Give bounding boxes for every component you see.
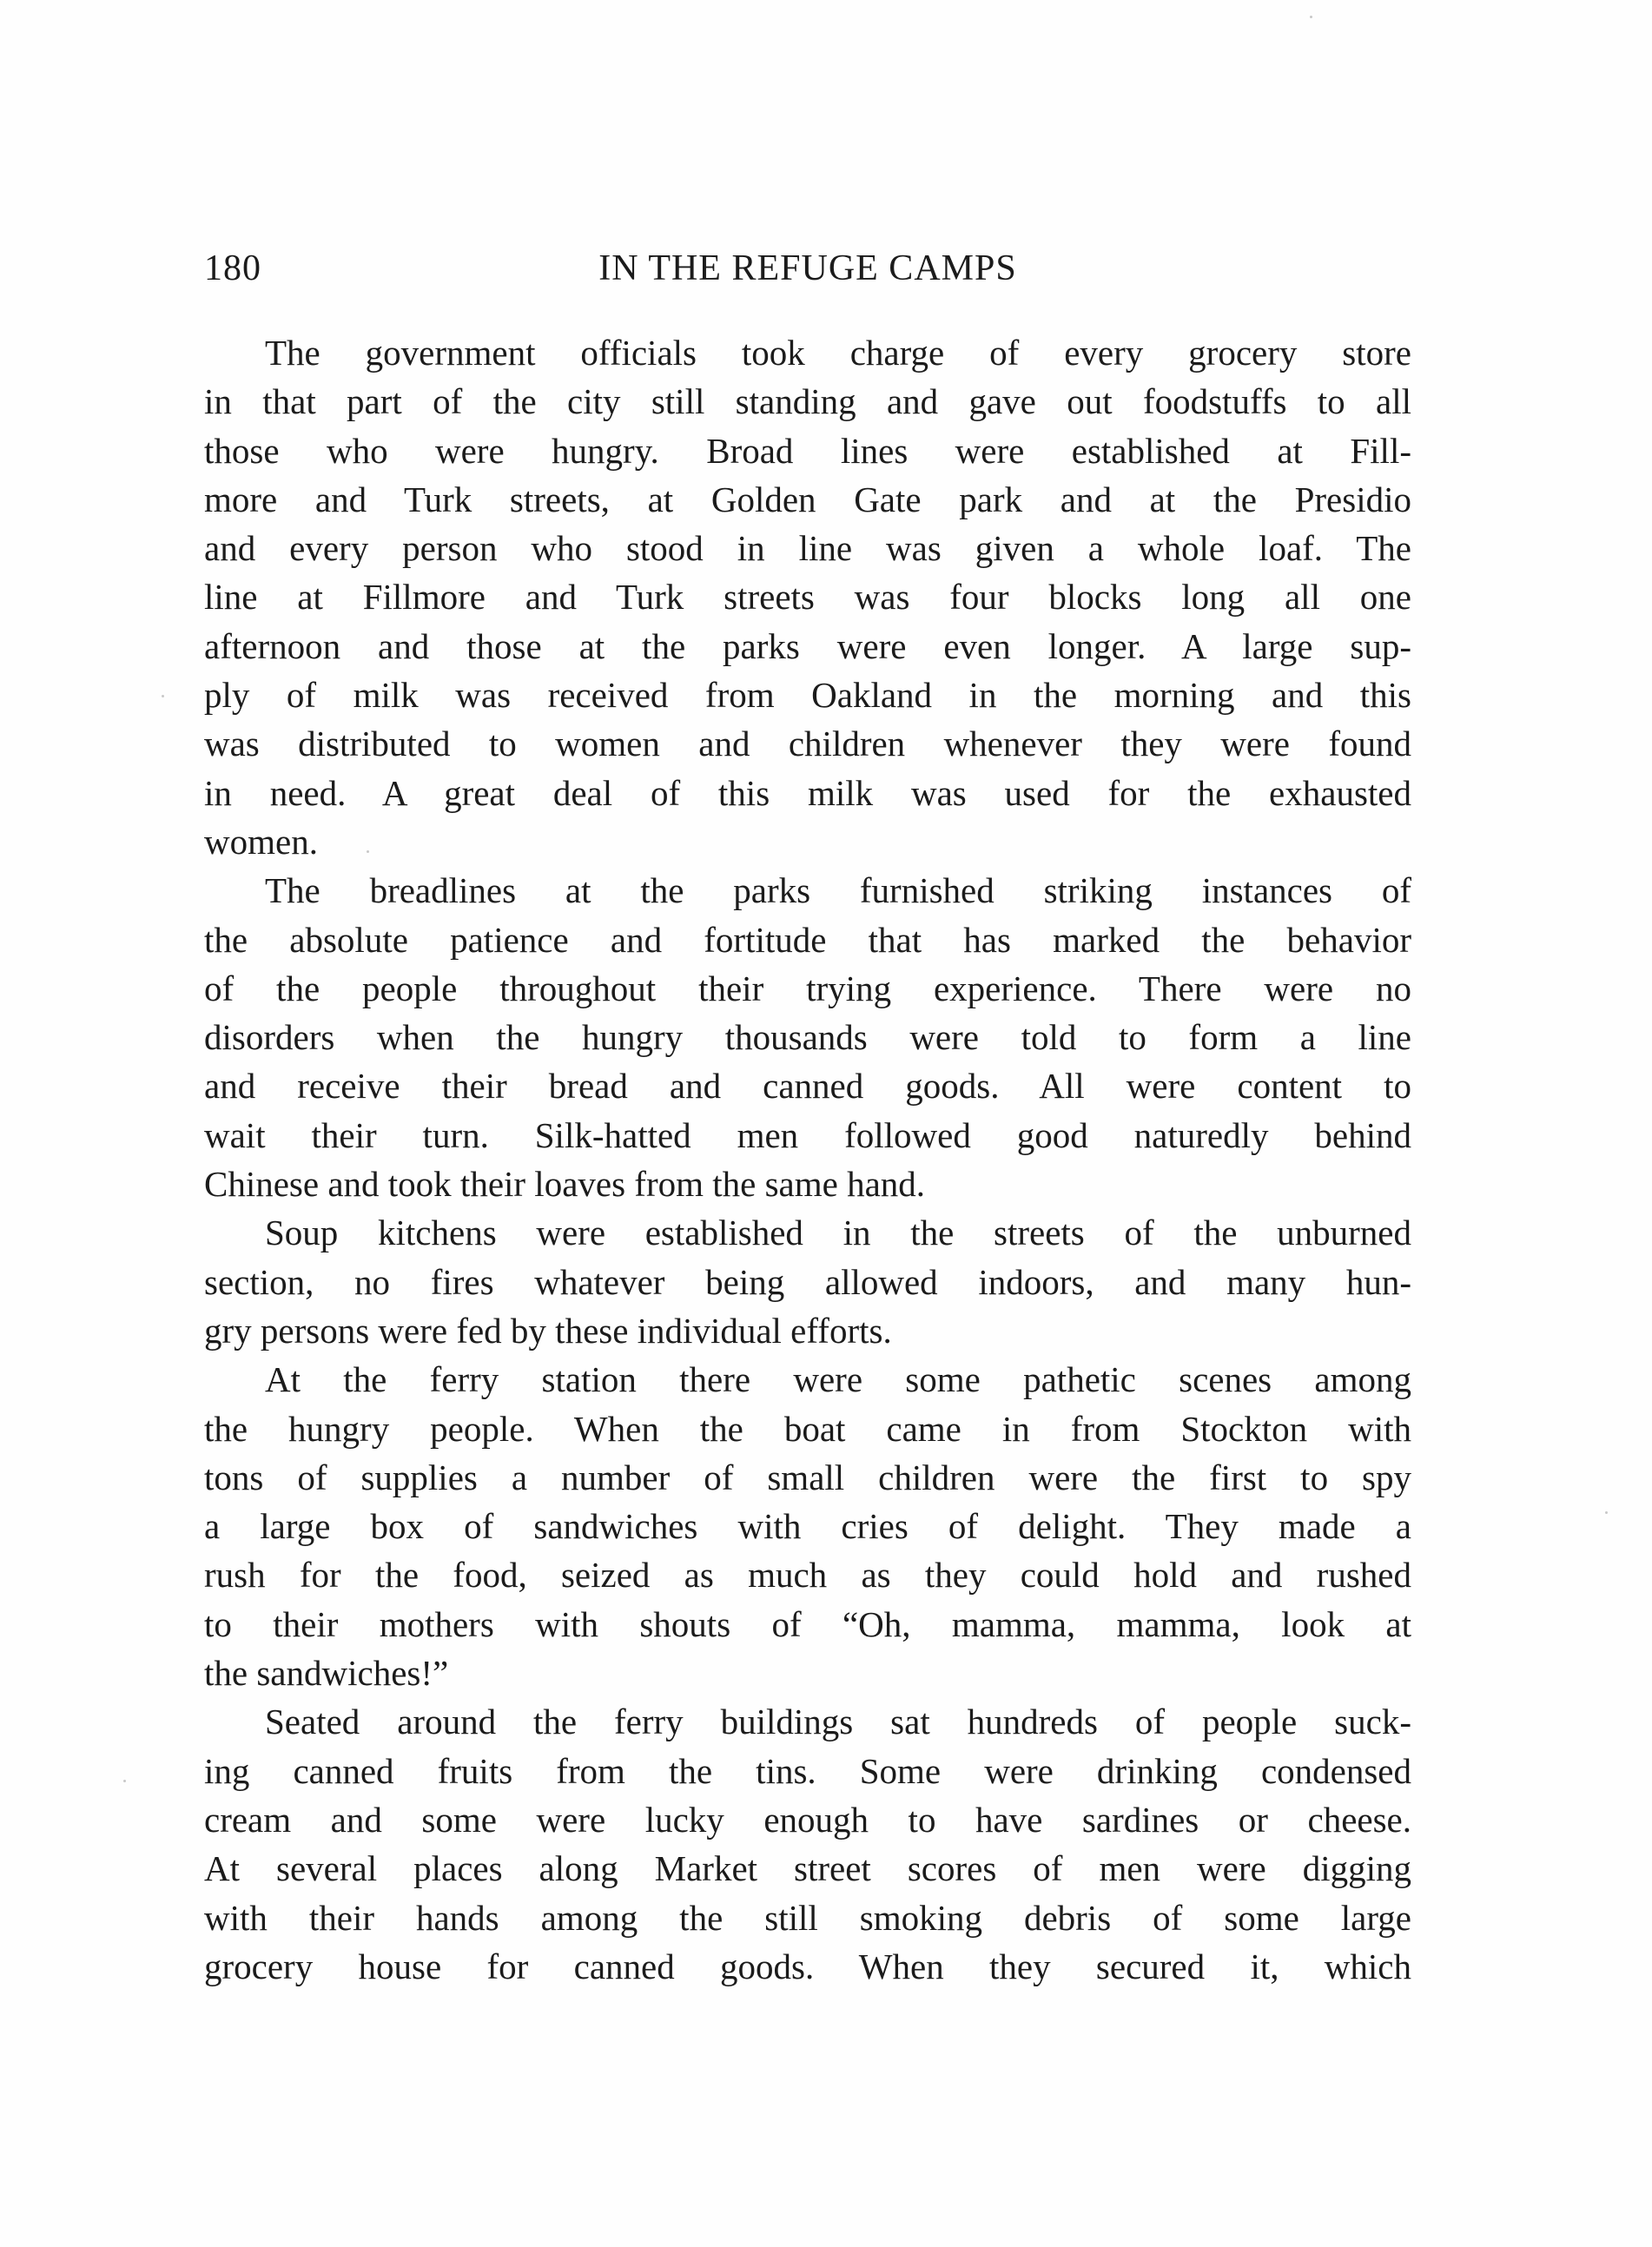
text-line: The government officials took charge of every grocery store (265, 333, 1411, 373)
text-line: the sandwiches!” (204, 1653, 449, 1694)
running-head: IN THE REFUGE CAMPS (598, 248, 1017, 288)
text-line: of the people throughout their trying experience. There were no (204, 968, 1411, 1008)
text-line: At the ferry station there were some pathetic scenes among (265, 1359, 1411, 1400)
text-line: the absolute patience and fortitude that has marked the behavior (204, 919, 1411, 960)
scan-speck (1605, 1511, 1608, 1514)
text-line: women. (204, 821, 318, 862)
text-line: those who were hungry. Broad lines were established at Fill- (204, 430, 1411, 471)
text-line: ing canned fruits from the tins. Some were drinking condensed (204, 1750, 1411, 1791)
scan-speck (123, 1780, 126, 1782)
text-line: and receive their bread and canned goods. All were content to (204, 1066, 1411, 1107)
text-line: and every person who stood in line was given a whole loaf. The (204, 528, 1411, 569)
text-line: cream and some were lucky enough to have sardines or cheese. (204, 1799, 1411, 1840)
page-number: 180 (204, 248, 261, 288)
text-line: disorders when the hungry thousands were told to form a line (204, 1017, 1411, 1058)
text-line: afternoon and those at the parks were even longer. A large sup- (204, 625, 1411, 666)
text-line: more and Turk streets, at Golden Gate park and at the Presidio (204, 479, 1411, 519)
text-line: in need. A great deal of this milk was used for the exhausted (204, 772, 1411, 813)
text-line: Soup kitchens were established in the streets of the unburned (265, 1213, 1411, 1253)
text-line: a large box of sandwiches with cries of delight. They made a (204, 1506, 1411, 1547)
scan-speck (367, 850, 369, 853)
text-line: wait their turn. Silk-hatted men followed good naturedly behind (204, 1114, 1411, 1155)
text-line: with their hands among the still smoking debris of some large (204, 1897, 1411, 1938)
text-line: At several places along Market street scores of men were digging (204, 1848, 1411, 1889)
text-line: Chinese and took their loaves from the same hand. (204, 1164, 926, 1205)
page-header (204, 248, 1411, 300)
text-line: section, no fires whatever being allowed indoors, and many hun- (204, 1261, 1411, 1302)
text-line: was distributed to women and children whenever they were found (204, 724, 1411, 764)
text-line: to their mothers with shouts of “Oh, mamma, mamma, look at (204, 1603, 1411, 1644)
text-line: in that part of the city still standing and gave out foodstuffs to all (204, 381, 1411, 422)
text-line: rush for the food, seized as much as they could hold and rushed (204, 1555, 1411, 1596)
text-line: the hungry people. When the boat came in from Stockton with (204, 1408, 1411, 1449)
text-line: ply of milk was received from Oakland in the morning and this (204, 675, 1411, 716)
text-line: line at Fillmore and Turk streets was four blocks long all one (204, 577, 1411, 618)
body-text (204, 328, 1411, 1991)
text-line: tons of supplies a number of small children were the first to spy (204, 1457, 1411, 1497)
text-line: grocery house for canned goods. When they secured it, which (204, 1946, 1411, 1986)
text-line: gry persons were fed by these individual efforts. (204, 1310, 892, 1351)
text-line: Seated around the ferry buildings sat hundreds of people suck- (265, 1702, 1411, 1742)
scan-speck (1310, 16, 1312, 18)
text-line: The breadlines at the parks furnished striking instances of (265, 870, 1411, 911)
scan-speck (162, 695, 164, 697)
